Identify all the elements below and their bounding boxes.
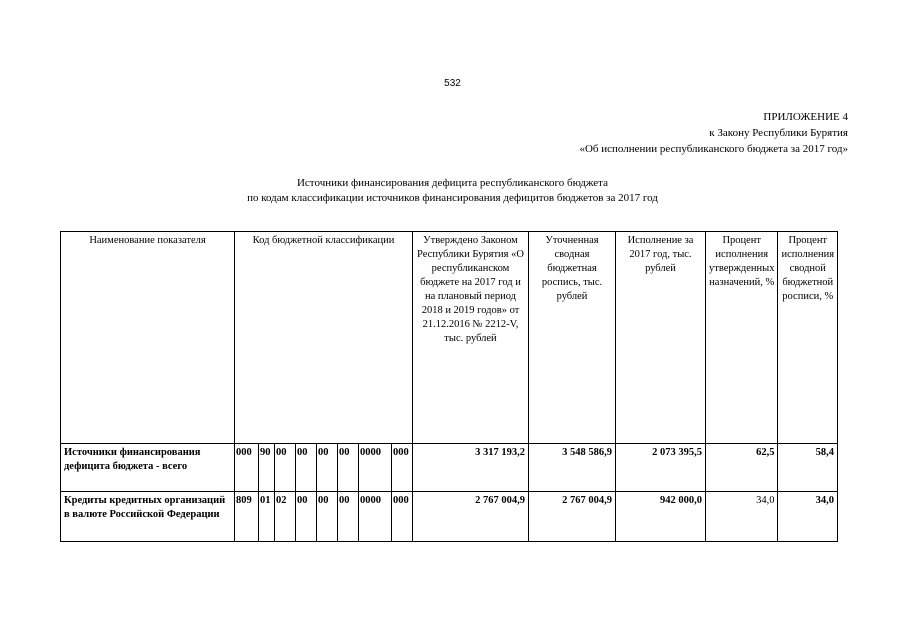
header-pct-approved: Процент исполнения утвержденных назначений, %: [706, 232, 778, 444]
approved-value: 3 317 193,2: [413, 444, 529, 492]
code-segment: 809: [235, 492, 259, 542]
header-approved: Утверждено Законом Республики Бурятия «О республиканском бюджете на 2017 год и на плановый период 2018 и 2019 годов» от 21.12.2016 № 2212-V, тыс. рублей: [413, 232, 529, 444]
pct-revised-value: 34,0: [778, 492, 838, 542]
appendix-header: [579, 109, 848, 157]
header-pct-revised: Процент исполнения сводной бюджетной росписи, %: [778, 232, 838, 444]
code-segment: 000: [392, 492, 413, 542]
code-segment: 90: [259, 444, 275, 492]
approved-value: 2 767 004,9: [413, 492, 529, 542]
table-row: [61, 444, 838, 492]
budget-table: [60, 231, 838, 542]
code-segment: 02: [275, 492, 296, 542]
code-segment: 00: [338, 492, 359, 542]
pct-revised-value: 58,4: [778, 444, 838, 492]
title-line-2: по кодам классификации источников финансирования дефицитов бюджетов за 2017 год: [247, 192, 658, 204]
code-segment: 0000: [359, 492, 392, 542]
executed-value: 942 000,0: [616, 492, 706, 542]
table-header-row: [61, 232, 838, 444]
code-segment: 000: [392, 444, 413, 492]
header-revised: Уточненная сводная бюджетная роспись, тыс. рублей: [529, 232, 616, 444]
header-executed: Исполнение за 2017 год, тыс. рублей: [616, 232, 706, 444]
code-segment: 0000: [359, 444, 392, 492]
executed-value: 2 073 395,5: [616, 444, 706, 492]
code-segment: 01: [259, 492, 275, 542]
revised-value: 3 548 586,9: [529, 444, 616, 492]
code-segment: 00: [317, 492, 338, 542]
code-segment: 00: [296, 444, 317, 492]
code-segment: 00: [296, 492, 317, 542]
appendix-line-2: к Закону Республики Бурятия: [709, 127, 848, 139]
code-segment: 000: [235, 444, 259, 492]
title-line-1: Источники финансирования дефицита республиканского бюджета: [296, 177, 608, 189]
table-row: [61, 492, 838, 542]
document-title: [0, 176, 905, 206]
row-name: Источники финансирования дефицита бюджета - всего: [61, 444, 235, 492]
code-segment: 00: [275, 444, 296, 492]
appendix-line-3: «Об исполнении республиканского бюджета за 2017 год»: [579, 143, 848, 155]
pct-approved-value: 62,5: [706, 444, 778, 492]
revised-value: 2 767 004,9: [529, 492, 616, 542]
pct-approved-value: 34,0: [706, 492, 778, 542]
code-segment: 00: [338, 444, 359, 492]
code-segment: 00: [317, 444, 338, 492]
row-name: Кредиты кредитных организаций в валюте Российской Федерации: [61, 492, 235, 542]
header-name: Наименование показателя: [61, 232, 235, 444]
header-code: Код бюджетной классификации: [235, 232, 413, 444]
page-number: 532: [444, 78, 461, 89]
appendix-line-1: ПРИЛОЖЕНИЕ 4: [763, 111, 848, 123]
